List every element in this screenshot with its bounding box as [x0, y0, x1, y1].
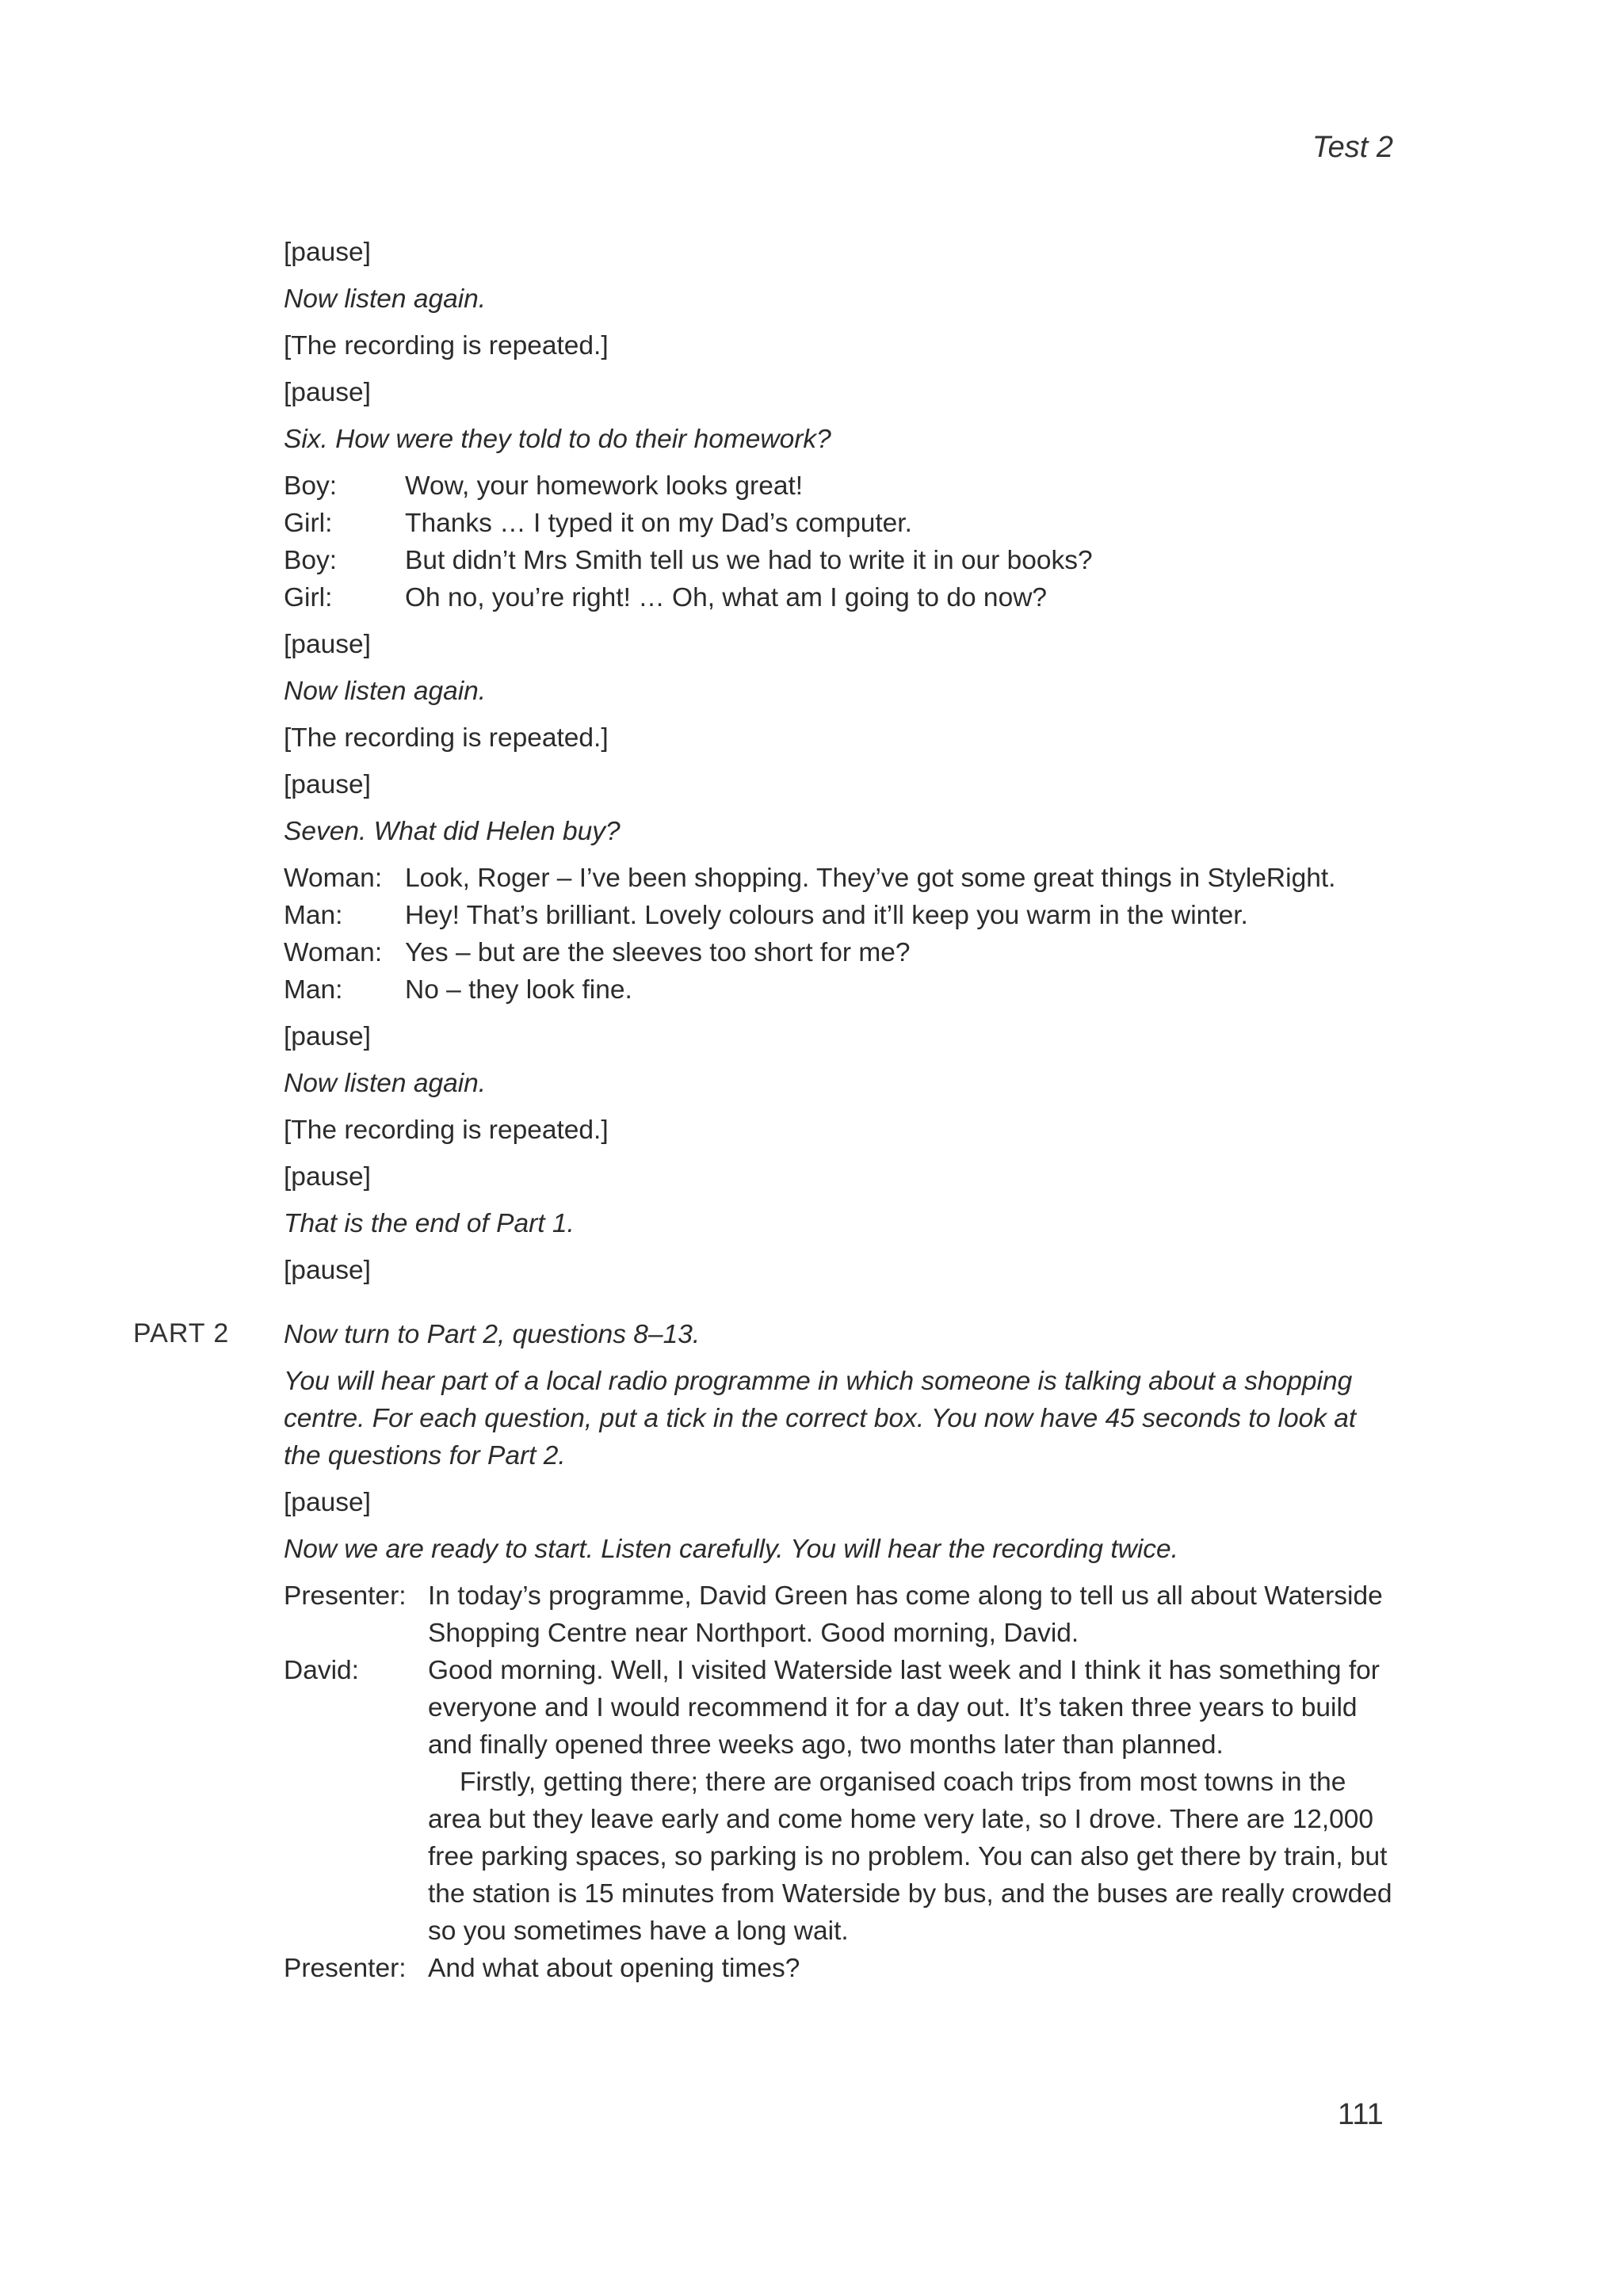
recording-repeated-cue: [The recording is repeated.] [284, 331, 609, 360]
speaker: Woman: [284, 938, 383, 967]
recording-repeated-cue: [The recording is repeated.] [284, 1116, 609, 1145]
part-2-description: You will hear part of a local radio programme in which someone is talking about a shopping centre. For each question, put a tick in the correct box. You now have 45 seconds to look at the questions for Part 2. [284, 1367, 1357, 1470]
utterance: Hey! That’s brilliant. Lovely colours and it’ll keep you warm in the winter. [405, 901, 1248, 930]
dialogue-line [284, 505, 1393, 542]
end-of-part-1: That is the end of Part 1. [284, 1209, 575, 1238]
dialogue-line [284, 542, 1393, 579]
transcript-body [133, 234, 1393, 1997]
question-6: Six. How were they told to do their homework? [284, 425, 831, 454]
instruction-listen-again: Now listen again. [284, 284, 487, 314]
pause-cue: [pause] [284, 630, 371, 659]
speaker: Boy: [284, 471, 338, 501]
instruction-listen-again: Now listen again. [284, 677, 487, 706]
dialogue-line [284, 897, 1393, 934]
speaker: Presenter: [284, 1581, 407, 1611]
utterance: Yes – but are the sleeves too short for me? [405, 938, 911, 967]
page-number: 111 [1338, 2098, 1384, 2131]
speaker: Girl: [284, 583, 333, 612]
pause-cue: [pause] [284, 1162, 371, 1192]
speaker: Man: [284, 901, 343, 930]
pause-cue: [pause] [284, 378, 371, 407]
speaker: Man: [284, 975, 343, 1005]
part-2-section [133, 1316, 1393, 1353]
utterance: Thanks … I typed it on my Dad’s computer. [405, 509, 912, 538]
speaker: Girl: [284, 509, 333, 538]
utterance: And what about opening times? [428, 1954, 800, 1983]
dialogue-line [284, 579, 1393, 616]
speaker: Presenter: [284, 1954, 407, 1983]
speaker: Boy: [284, 546, 338, 575]
dialogue-part-2 [284, 1577, 1393, 1987]
utterance: But didn’t Mrs Smith tell us we had to write it in our books? [405, 546, 1093, 575]
pause-cue: [pause] [284, 1022, 371, 1051]
utterance: Good morning. Well, I visited Waterside last week and I think it has something for everyone and I would recommend it for a day out. It’s taken three years to build and finally opened three weeks ago, two months later than planned. [428, 1656, 1380, 1760]
dialogue-line [284, 1950, 1393, 1987]
part-2-intro: Now turn to Part 2, questions 8–13. [284, 1320, 701, 1349]
utterance: Look, Roger – I’ve been shopping. They’ve got some great things in StyleRight. [405, 864, 1336, 893]
speaker: Woman: [284, 864, 383, 893]
utterance: Oh no, you’re right! … Oh, what am I going to do now? [405, 583, 1048, 612]
speaker: David: [284, 1656, 359, 1685]
pause-cue: [pause] [284, 238, 371, 267]
pause-cue: [pause] [284, 1256, 371, 1285]
utterance: No – they look fine. [405, 975, 632, 1005]
dialogue-line [284, 1652, 1393, 1950]
utterance-continued: Firstly, getting there; there are organised coach trips from most towns in the area but they leave early and come home very late, so I drove. There are 12,000 free parking spaces, so parking is no problem. You can also get there by train, but the station is 15 minutes from Waterside by bus, and the buses are really crowded so you sometimes have a long wait. [428, 1768, 1392, 1946]
question-7: Seven. What did Helen buy? [284, 817, 621, 846]
pause-cue: [pause] [284, 1488, 371, 1517]
dialogue-line [284, 860, 1393, 897]
utterance: Wow, your homework looks great! [405, 471, 804, 501]
utterance: In today’s programme, David Green has come along to tell us all about Waterside Shopping Centre near Northport. Good morning, David. [428, 1581, 1383, 1648]
pause-cue: [pause] [284, 770, 371, 799]
utterance-group [428, 1652, 1393, 1950]
instruction-listen-again: Now listen again. [284, 1069, 487, 1098]
dialogue-line [284, 971, 1393, 1009]
dialogue-line [284, 934, 1393, 971]
ready-instruction: Now we are ready to start. Listen carefully. You will hear the recording twice. [284, 1535, 1178, 1564]
recording-repeated-cue: [The recording is repeated.] [284, 723, 609, 753]
dialogue-question-6 [284, 467, 1393, 616]
dialogue-line [284, 1577, 1393, 1652]
dialogue-line [284, 467, 1393, 505]
running-header: Test 2 [1312, 131, 1393, 164]
part-2-label: PART 2 [133, 1318, 230, 1348]
dialogue-question-7 [284, 860, 1393, 1009]
